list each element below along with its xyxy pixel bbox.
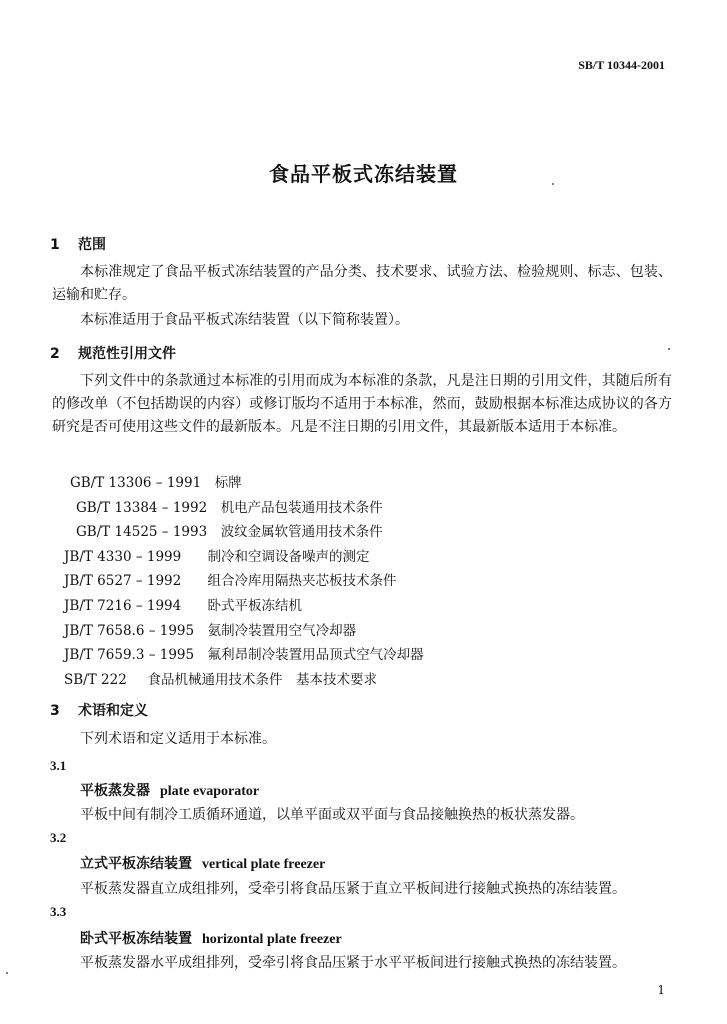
reference-item bbox=[76, 496, 424, 521]
reference-item bbox=[64, 545, 424, 570]
section-heading-scope bbox=[50, 234, 106, 254]
section-heading-terms-definitions bbox=[50, 700, 148, 720]
reference-title: 机电产品包装通用技术条件 bbox=[220, 499, 383, 516]
reference-title: 波纹金属软管通用技术条件 bbox=[220, 524, 383, 541]
reference-code: JB/T 7659.3 – 1995 bbox=[64, 647, 195, 664]
reference-code: JB/T 7658.6 – 1995 bbox=[64, 622, 195, 639]
reference-item bbox=[64, 619, 424, 644]
reference-item bbox=[64, 594, 424, 619]
reference-title: 组合冷库用隔热夹芯板技术条件 bbox=[207, 573, 397, 590]
document-title: 食品平板式冻结装置 bbox=[269, 162, 458, 186]
reference-code: JB/T 7216 – 1994 bbox=[64, 597, 182, 614]
reference-item bbox=[76, 520, 424, 545]
reference-title: 卧式平板冻结机 bbox=[207, 597, 302, 614]
terms-intro-paragraph: 下列术语和定义适用于本标准。 bbox=[80, 731, 276, 747]
term-name-zh: 卧式平板冻结装置 bbox=[80, 931, 192, 947]
scan-speck bbox=[668, 348, 670, 350]
term-name-en: vertical plate freezer bbox=[202, 857, 326, 872]
term-number: 3.3 bbox=[50, 904, 67, 919]
term-name-en: horizontal plate freezer bbox=[202, 932, 342, 947]
section-heading-normative-references bbox=[50, 343, 176, 363]
reference-code: GB/T 14525 – 1993 bbox=[76, 524, 208, 541]
reference-title: 氨制冷装置用空气冷却器 bbox=[207, 622, 357, 639]
reference-item bbox=[64, 643, 424, 668]
term-definition: 平板中间有制冷工质循环通道，以单平面或双平面与食品接触换热的板状蒸发器。 bbox=[80, 807, 584, 823]
scope-paragraph-2: 本标准适用于食品平板式冻结装置（以下简称装置）。 bbox=[80, 312, 409, 328]
reference-item bbox=[70, 471, 424, 496]
term-definition: 平板蒸发器水平成组排列，受牵引将食品压紧于水平平板间进行接触式换热的冻结装置。 bbox=[80, 955, 626, 971]
reference-title: 标牌 bbox=[214, 475, 242, 491]
term-name-zh: 立式平板冻结装置 bbox=[80, 856, 192, 872]
section-number: 1 bbox=[50, 237, 60, 253]
reference-title: 氟利昂制冷装置用品顶式空气冷却器 bbox=[207, 647, 424, 664]
reference-code: JB/T 6527 – 1992 bbox=[64, 573, 182, 590]
term-name bbox=[80, 853, 325, 873]
reference-title: 制冷和空调设备噪声的测定 bbox=[207, 548, 370, 565]
page-number: 1 bbox=[657, 983, 665, 997]
term-number: 3.1 bbox=[50, 758, 67, 773]
section-number: 3 bbox=[50, 703, 60, 719]
reference-item bbox=[64, 569, 424, 594]
section-title: 范围 bbox=[78, 237, 106, 253]
scan-speck bbox=[6, 972, 8, 974]
normative-intro-paragraph: 下列文件中的条款通过本标准的引用而成为本标准的条款，凡是注日期的引用文件，其随后所有的修改单（不包括勘误的内容）或修订版均不适用于本标准，然而，鼓励根据本标准达成协议的各方研究是否可使用这些文件的最新版本。凡是不注日期的引用文件，其最新版本适用于本标准。 bbox=[52, 373, 672, 435]
scan-speck bbox=[552, 183, 554, 185]
term-name-en: plate evaporator bbox=[160, 784, 260, 799]
reference-item bbox=[64, 668, 424, 693]
scope-paragraph-1: 本标准规定了食品平板式冻结装置的产品分类、技术要求、试验方法、检验规则、标志、包装、运输和贮存。 bbox=[52, 264, 672, 303]
reference-code: SB/T 222 bbox=[64, 671, 127, 688]
section-title: 术语和定义 bbox=[78, 703, 148, 719]
term-name-zh: 平板蒸发器 bbox=[80, 783, 150, 799]
reference-title: 食品机械通用技术条件 基本技术要求 bbox=[147, 671, 377, 688]
reference-code: GB/T 13306 – 1991 bbox=[70, 475, 202, 491]
section-number: 2 bbox=[50, 346, 60, 362]
reference-code: JB/T 4330 – 1999 bbox=[64, 548, 182, 565]
section-title: 规范性引用文件 bbox=[78, 346, 176, 362]
term-name bbox=[80, 928, 342, 948]
term-name bbox=[80, 780, 259, 800]
standard-code: SB/T 10344-2001 bbox=[578, 58, 665, 72]
reference-code: GB/T 13384 – 1992 bbox=[76, 499, 208, 516]
term-definition: 平板蒸发器直立成组排列，受牵引将食品压紧于直立平板间进行接触式换热的冻结装置。 bbox=[80, 881, 626, 897]
reference-list bbox=[64, 471, 424, 692]
term-number: 3.2 bbox=[50, 830, 67, 845]
